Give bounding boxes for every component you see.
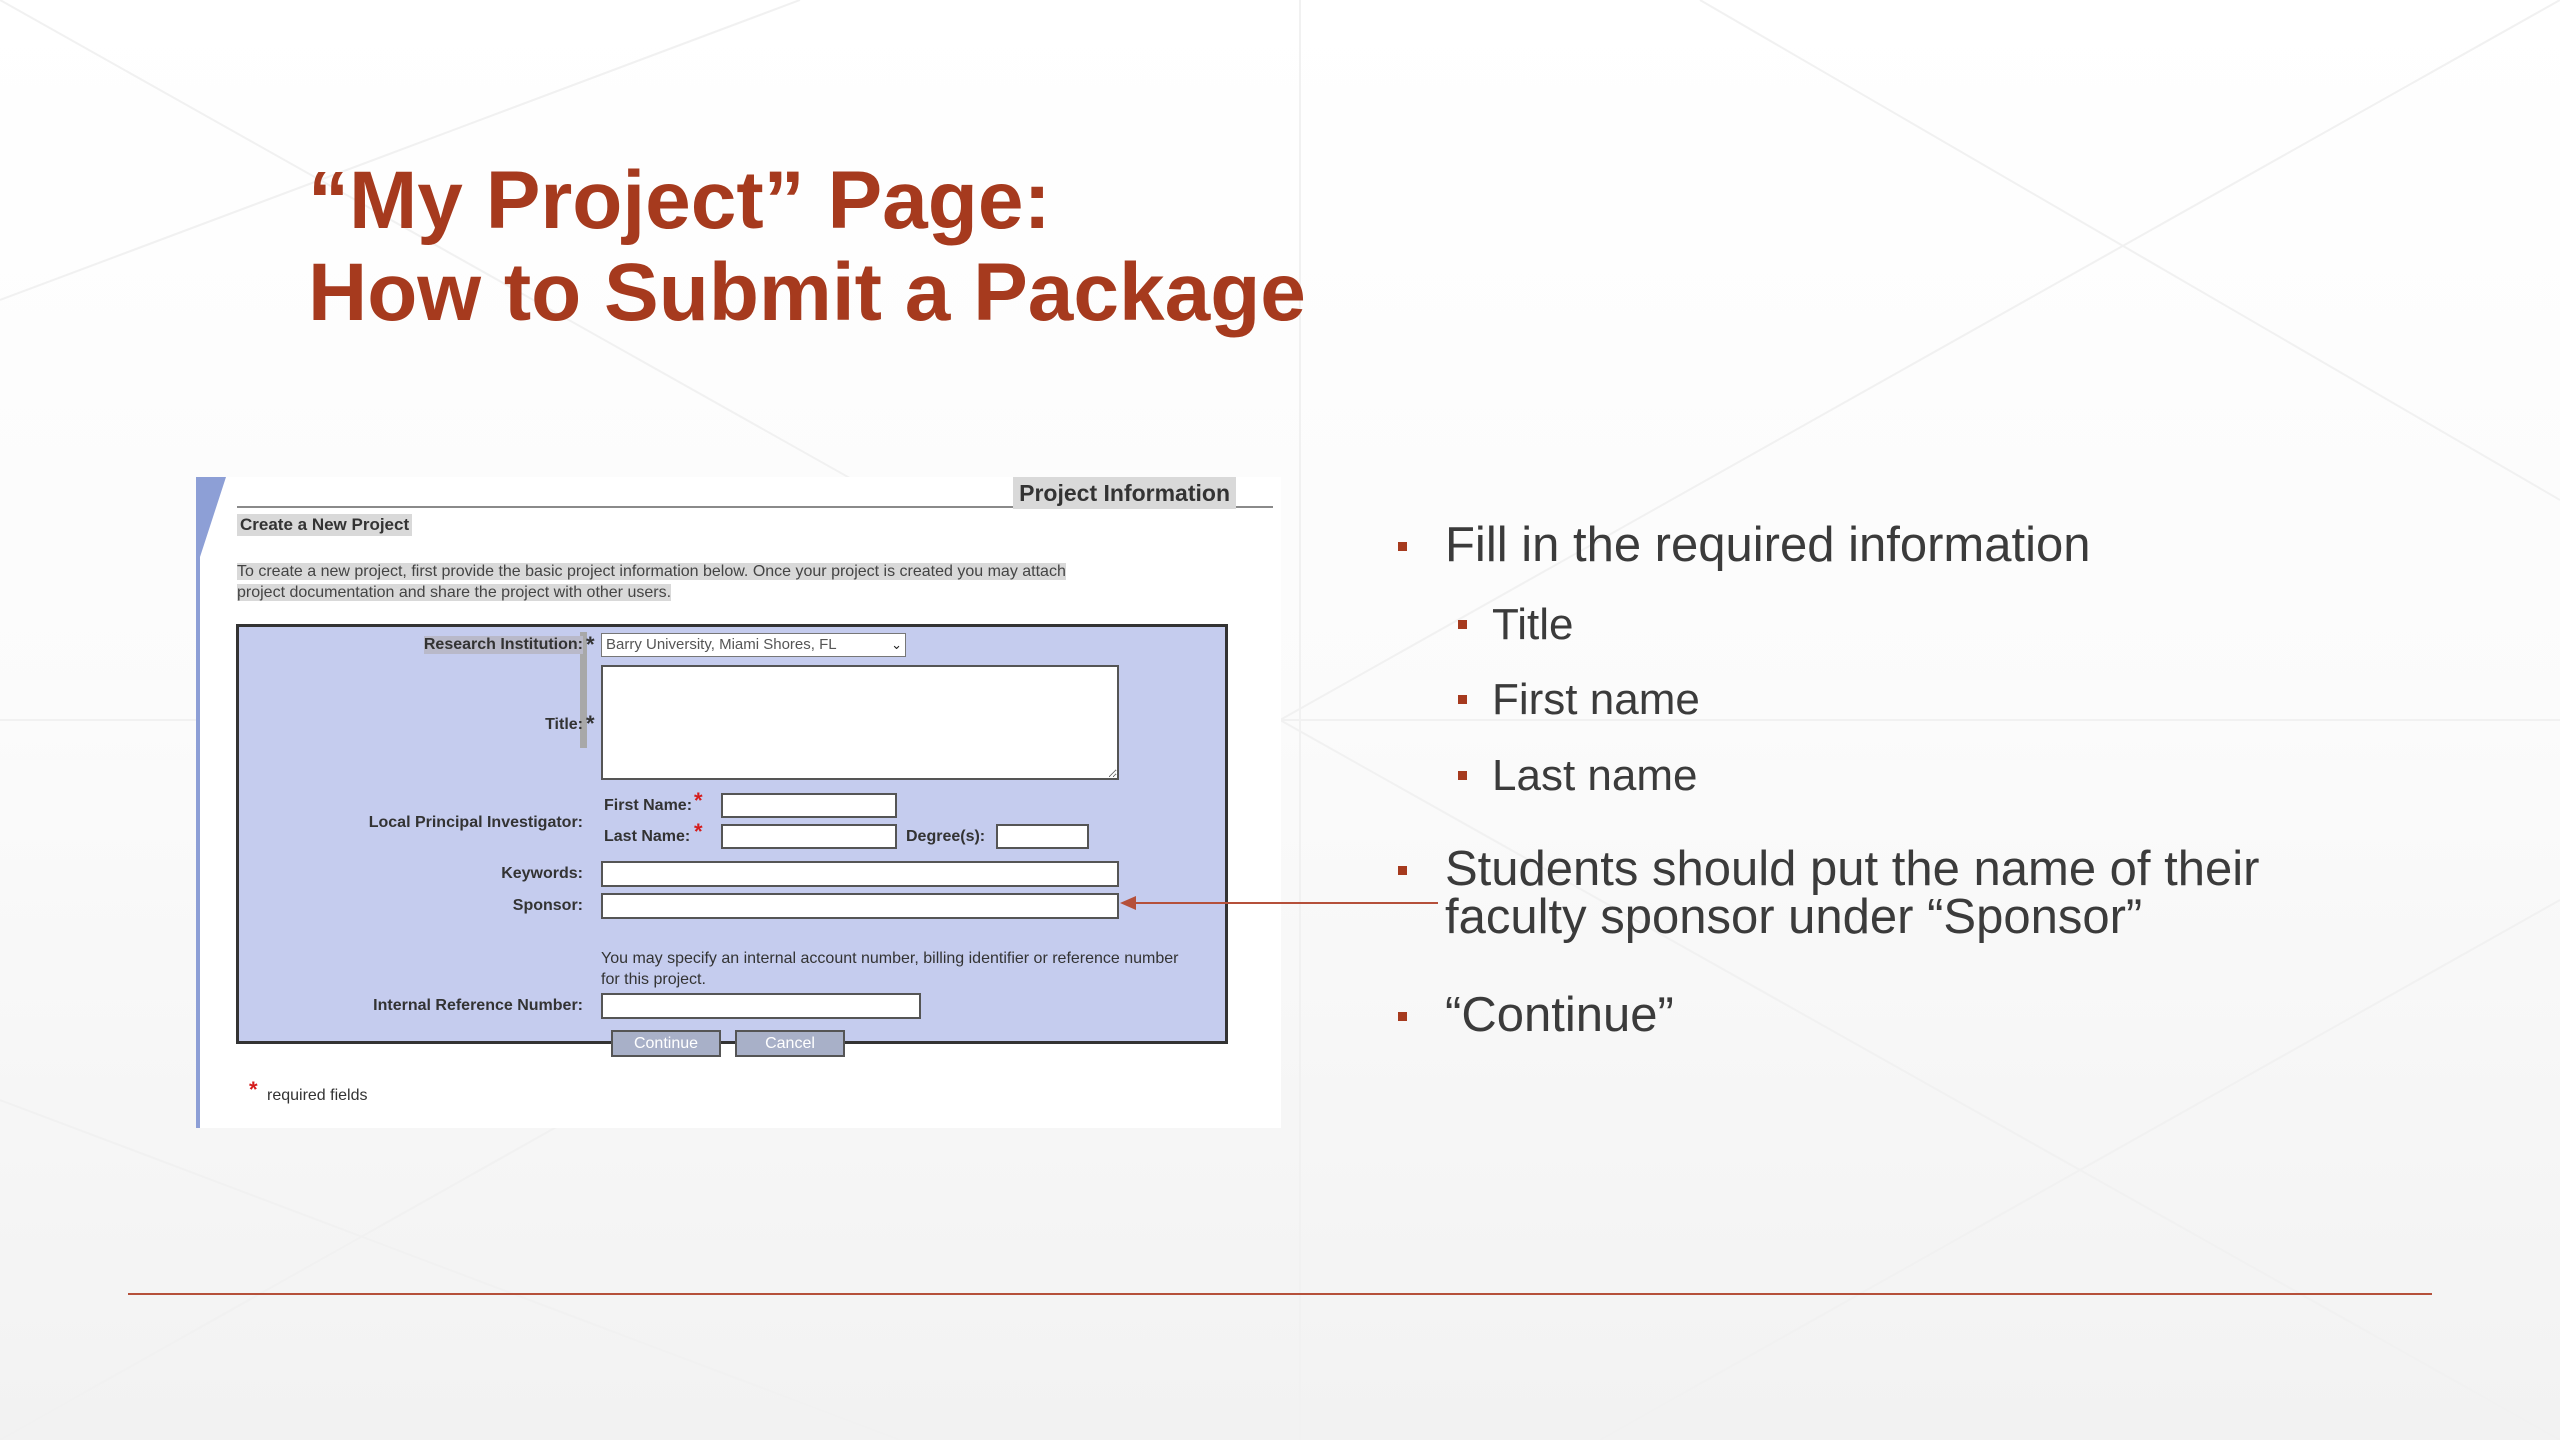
research-institution-select[interactable]	[601, 633, 906, 657]
bullet-text: Title	[1492, 600, 1574, 649]
project-form-screenshot	[196, 477, 1281, 1128]
intro-text-line-2: project documentation and share the project with other users.	[237, 584, 672, 601]
intro-text-line-1: To create a new project, first provide the basic project information below. Once your project is created you may attach	[237, 563, 1066, 580]
cancel-button[interactable]: Cancel	[735, 1030, 845, 1057]
research-institution-value: Barry University, Miami Shores, FL	[606, 636, 837, 653]
continue-button[interactable]: Continue	[611, 1030, 721, 1057]
degrees-label: Degree(s):	[906, 828, 986, 845]
bullet-last-name	[1458, 751, 1697, 801]
bullet-first-name	[1458, 675, 1700, 725]
required-star-icon: *	[694, 819, 703, 844]
bullet-text: Fill in the required information	[1445, 518, 2091, 572]
bullet-marker-icon	[1398, 866, 1407, 875]
bullet-text: First name	[1492, 675, 1700, 724]
bullet-marker-icon	[1458, 620, 1467, 629]
project-information-tab: Project Information	[1013, 477, 1236, 509]
chevron-down-icon: ⌄	[891, 637, 902, 652]
intro-text	[237, 561, 1237, 603]
bullet-continue	[1398, 990, 1674, 1040]
last-name-field[interactable]	[721, 824, 897, 849]
screenshot-accent-stripe	[196, 477, 226, 1128]
keywords-label: Keywords:	[501, 865, 583, 882]
bullet-text-line-2: faculty sponsor under “Sponsor”	[1445, 890, 2143, 944]
bullet-sponsor	[1398, 844, 2259, 942]
local-pi-label: Local Principal Investigator:	[368, 814, 583, 831]
required-star-icon: *	[586, 632, 595, 657]
internal-reference-label: Internal Reference Number:	[373, 997, 583, 1014]
last-name-label: Last Name:	[604, 828, 691, 845]
slide-title	[308, 155, 1306, 339]
required-fields-note: required fields	[267, 1087, 368, 1104]
bullet-marker-icon	[1398, 542, 1407, 551]
bullet-text: Last name	[1492, 751, 1698, 800]
internal-reference-field[interactable]	[601, 993, 921, 1019]
degrees-field[interactable]	[996, 824, 1089, 849]
title-textarea[interactable]	[601, 665, 1119, 780]
create-project-heading: Create a New Project	[237, 514, 412, 536]
keywords-field[interactable]	[601, 861, 1119, 887]
project-form	[236, 624, 1228, 1104]
sponsor-field[interactable]	[601, 893, 1119, 919]
bullet-title	[1458, 600, 1574, 650]
bullet-text-line-1: Students should put the name of their	[1445, 842, 2260, 896]
bullet-marker-icon	[1458, 771, 1467, 780]
required-star-icon: *	[694, 788, 703, 813]
required-star-icon: *	[586, 711, 595, 736]
sponsor-label: Sponsor:	[512, 897, 583, 914]
first-name-field[interactable]	[721, 793, 897, 818]
first-name-label: First Name:	[604, 797, 693, 814]
bullet-marker-icon	[1458, 695, 1467, 704]
bullet-marker-icon	[1398, 1012, 1407, 1021]
bullet-fill-required	[1398, 520, 2090, 570]
bullet-text: “Continue”	[1445, 988, 1674, 1042]
slide-title-line-2: How to Submit a Package	[308, 247, 1306, 338]
title-label: Title:	[545, 716, 583, 733]
required-star-icon: *	[249, 1077, 258, 1102]
slide-title-line-1: “My Project” Page:	[308, 155, 1051, 246]
bottom-divider	[128, 1293, 2432, 1295]
internal-reference-note: You may specify an internal account number, billing identifier or reference number for this project.	[601, 950, 1179, 988]
research-institution-label: Research Institution:	[423, 636, 583, 653]
